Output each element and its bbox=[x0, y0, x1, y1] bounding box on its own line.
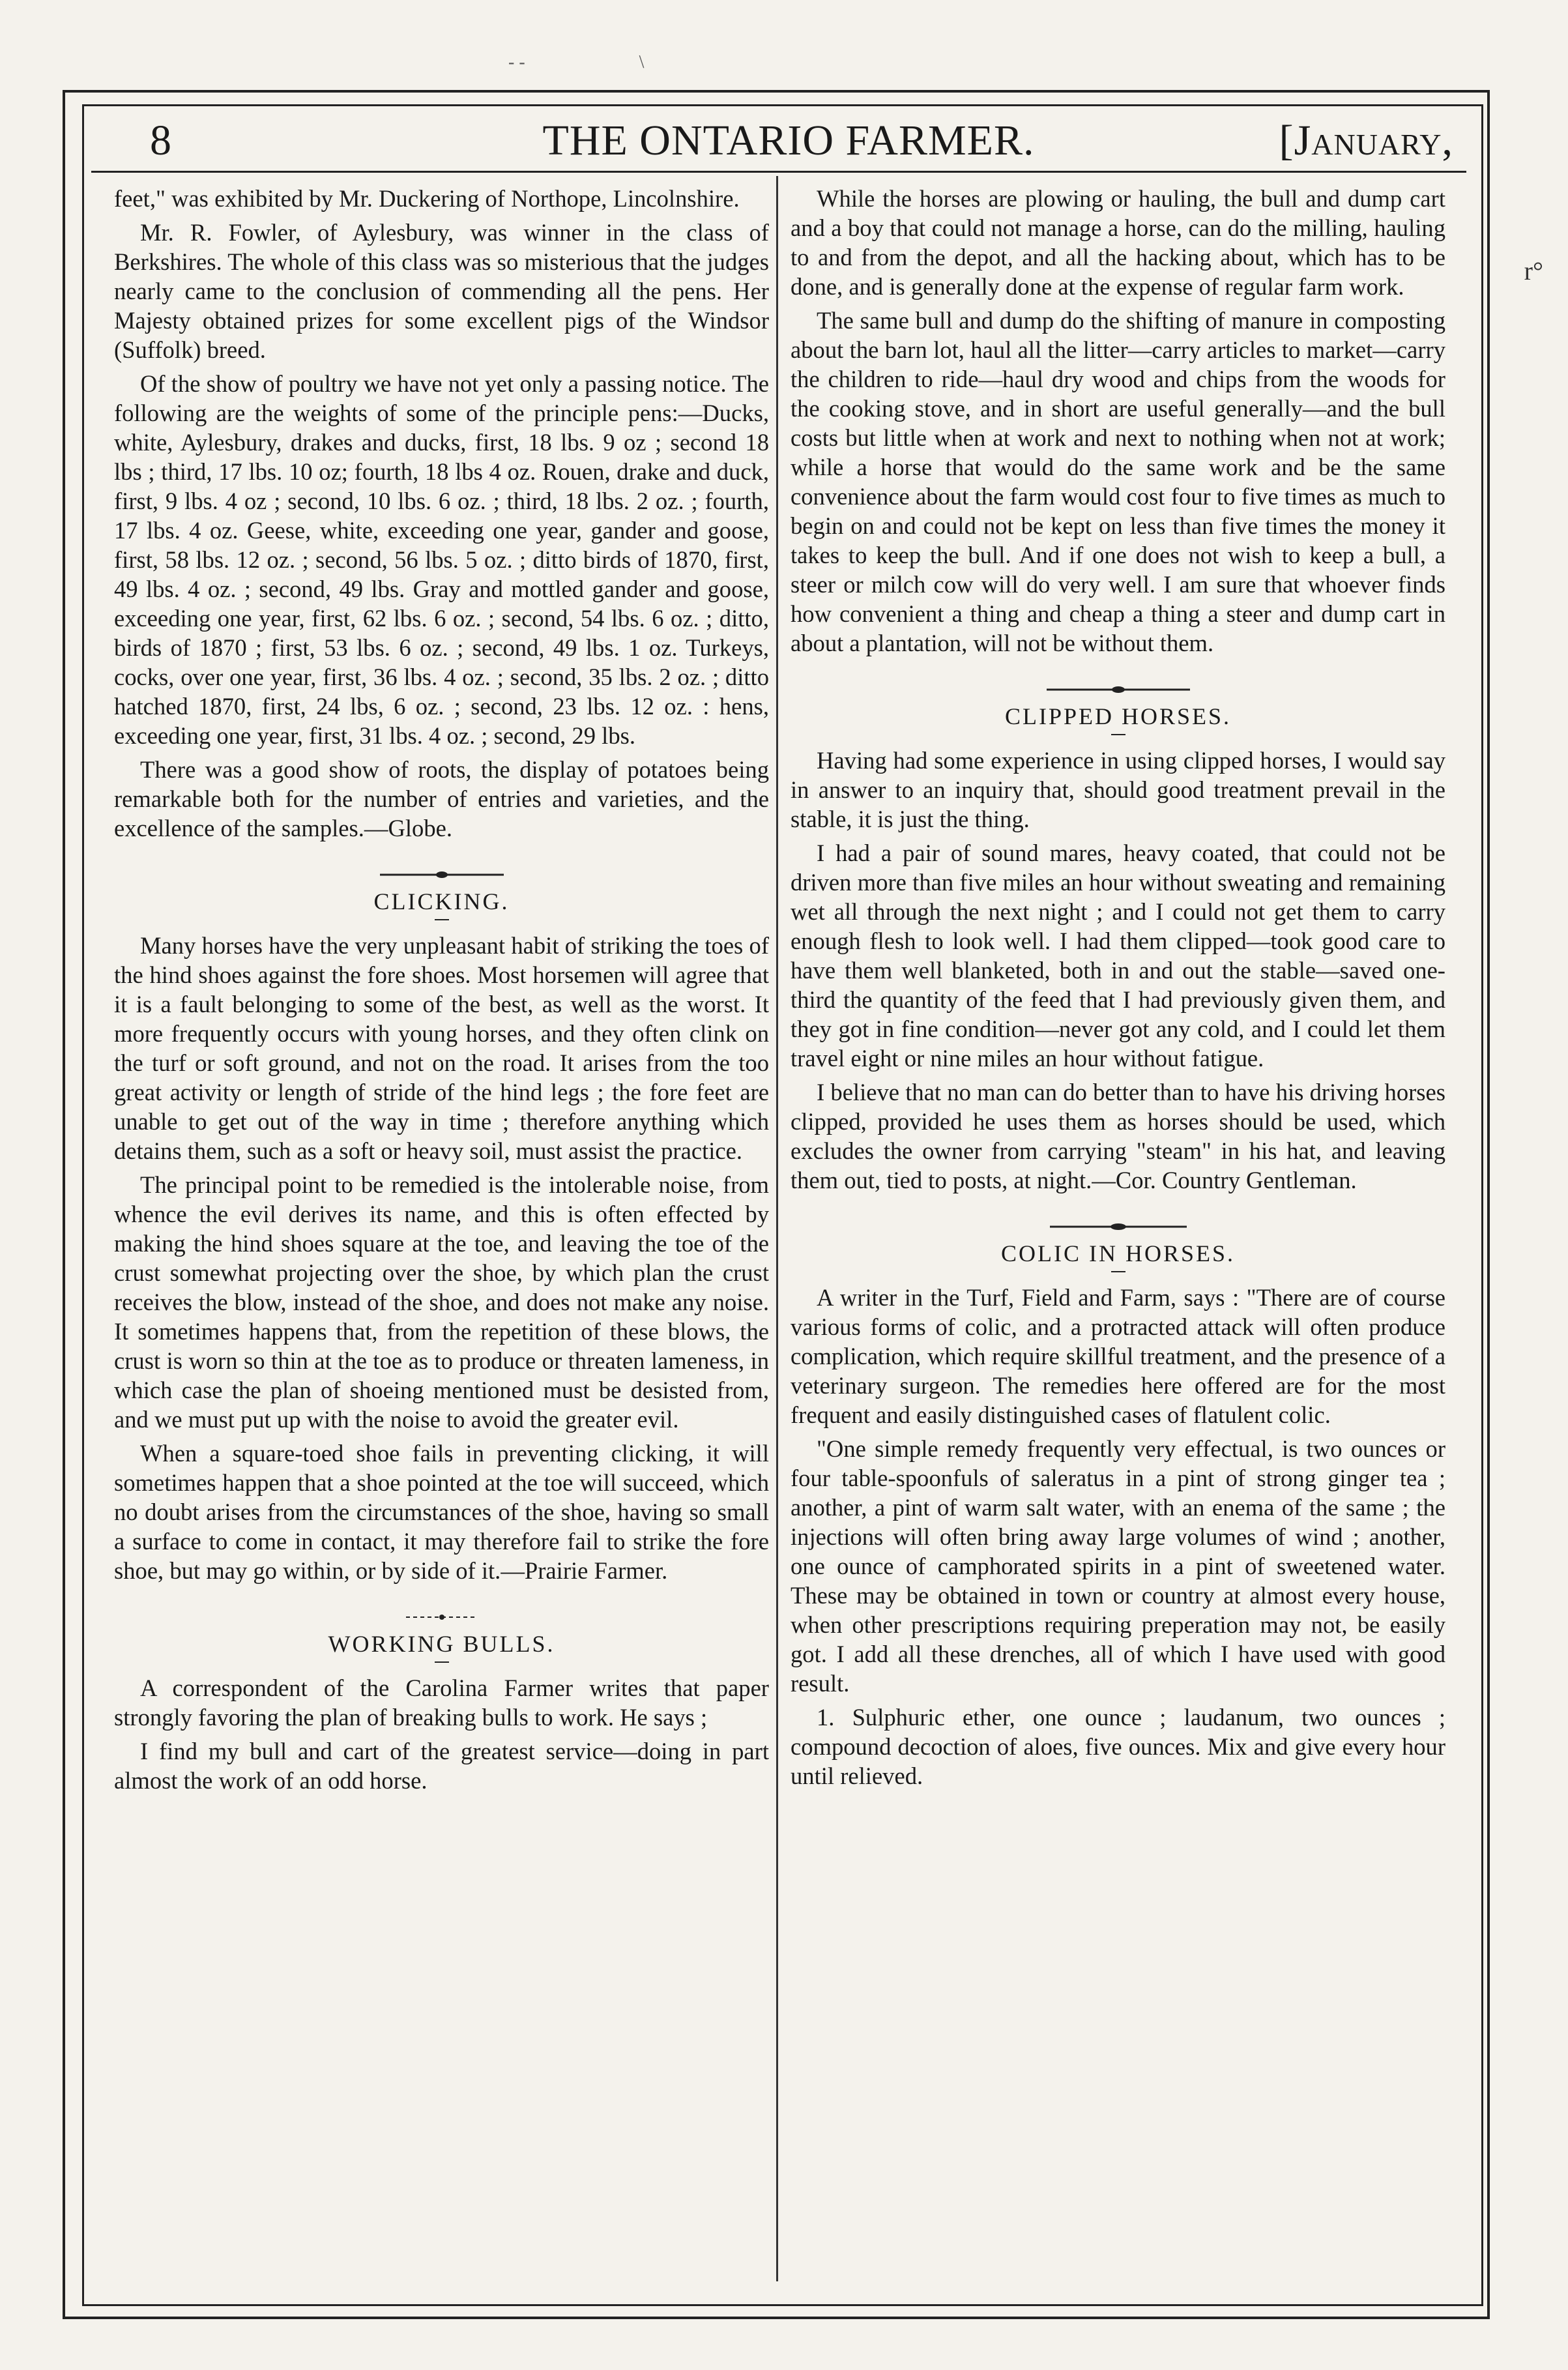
paragraph: I find my bull and cart of the greatest service—doing in part almost the work of an odd horse. bbox=[114, 1738, 769, 1794]
section-title-clicking: CLICKING. bbox=[373, 888, 510, 914]
section-divider bbox=[114, 1600, 769, 1613]
column-divider bbox=[776, 176, 778, 2281]
issue-month: [January, bbox=[1279, 117, 1453, 164]
paragraph: A correspondent of the Carolina Farmer writes that paper strongly favoring the plan of breaking bulls to work. He says ; bbox=[114, 1675, 769, 1731]
title-dash bbox=[1111, 1271, 1125, 1275]
left-column bbox=[114, 184, 769, 1800]
paragraph: When a square-toed shoe fails in preventing clicking, it will sometimes happen that a shoe pointed at the toe will succeed, which no doubt arises from the circumstances of the shoe, having so small a surface to come in contact, it may therefore fail to strike the fore shoe, but may go within, or by side of it.—Prairie Farmer. bbox=[114, 1440, 769, 1584]
title-dash bbox=[435, 919, 449, 923]
section-divider bbox=[114, 857, 769, 870]
paragraph: feet," was exhibited by Mr. Duckering of Northope, Lincolnshire. bbox=[114, 185, 740, 212]
paragraph: Many horses have the very unpleasant habit of striking the toes of the hind shoes against the fore shoes. Most horsemen will agree that it is a fault belonging to some of the best, as well as the worst. It more frequently occurs with young horses, and they often clink on the turf or soft ground, and not on the road. It arises from the too great activity or length of stride of the hind legs ; the fore feet are unable to get out of the way in time ; therefore anything which detains them, such as a soft or heavy soil, must assist the practice. bbox=[114, 932, 769, 1164]
right-column bbox=[791, 184, 1445, 1795]
header-rule bbox=[91, 171, 1466, 173]
margin-mark: r° bbox=[1524, 256, 1543, 285]
title-dash bbox=[1111, 734, 1125, 738]
paragraph: The same bull and dump do the shifting of manure in composting about the barn lot, haul all the litter—carry articles to market—carry the children to ride—haul dry wood and chips from the woods for the cooking stove, and in short are useful generally—and the bull costs but little when at work and next to nothing when not at work; while a horse that would do the same work and be the same convenience about the farm would cost four to five times as much to begin on and could not be kept on less than five times the money it takes to keep the bull. And if one does not wish to keep a bull, a steer or milch cow will do very well. I am sure that whoever finds how convenient a thing and cheap a thing a steer and dump cart in about a plantation, will not be without them. bbox=[791, 307, 1445, 656]
paragraph: A writer in the Turf, Field and Farm, says : "There are of course various forms of colic, and a protracted attack will often produce complication, which require skillful treatment, and the presence of a veterinary surgeon. The remedies here offered are for the most frequent and easily distinguished cases of flatulent colic. bbox=[791, 1284, 1445, 1428]
page-title: THE ONTARIO FARMER. bbox=[542, 117, 1035, 164]
paragraph: I had a pair of sound mares, heavy coated, that could not be driven more than five miles an hour without sweating and remaining wet all through the next night ; and I could not get them to carry enough flesh to look well. I had them clipped—took good care to have them well blanketed, both in and out the stable—saved one-third the quantity of the feed that I had previously given them, and they got in fine condition—never got any cold, and I could let them travel eight or nine miles an hour without fatigue. bbox=[791, 840, 1445, 1072]
page-header bbox=[111, 110, 1466, 169]
paragraph: Mr. R. Fowler, of Aylesbury, was winner in the class of Berkshires. The whole of this class was so misterious that the judges nearly came to the conclusion of commending all the pens. Her Majesty obtained prizes for some excellent pigs of the Windsor (Suffolk) breed. bbox=[114, 219, 769, 363]
title-dash bbox=[435, 1661, 449, 1665]
section-title-clipped-horses: CLIPPED HORSES. bbox=[1004, 703, 1232, 729]
scan-mark: - - \ bbox=[508, 52, 645, 72]
paragraph: 1. Sulphuric ether, one ounce ; laudanum, two ounces ; compound decoction of aloes, five ounces. Mix and give every hour until relieved. bbox=[791, 1704, 1445, 1789]
section-title-colic-in-horses: COLIC IN HORSES. bbox=[1000, 1240, 1236, 1266]
paragraph: Having had some experience in using clipped horses, I would say in answer to an inquiry that, should good treatment prevail in the stable, it is just the thing. bbox=[791, 747, 1445, 832]
section-title-working-bulls: WORKING BULLS. bbox=[328, 1631, 555, 1657]
paragraph: Of the show of poultry we have not yet only a passing notice. The following are the weights of some of the principle pens:—Ducks, white, Aylesbury, drakes and ducks, first, 18 lbs. 9 oz ; second 18 lbs ; third, 17 lbs. 10 oz; fourth, 18 lbs 4 oz. Rouen, drake and duck, first, 9 lbs. 4 oz ; second, 10 lbs. 6 oz. ; third, 18 lbs. 2 oz. ; fourth, 17 lbs. 4 oz. Geese, white, exceeding one year, gander and goose, first, 58 lbs. 12 oz. ; second, 56 lbs. 5 oz. ; ditto birds of 1870, first, 49 lbs. 4 oz. ; second, 49 lbs. Gray and mottled gander and goose, exceeding one year, first, 62 lbs. 6 oz. ; second, 54 lbs. 6 oz. ; ditto, birds of 1870 ; first, 53 lbs. 6 oz. ; second, 49 lbs. 1 oz. Turkeys, cocks, over one year, first, 36 lbs. 4 oz. ; second, 35 lbs. 2 oz. ; ditto hatched 1870, first, 24 lbs, 6 oz. ; second, 23 lbs. 12 oz. : hens, exceeding one year, first, 31 lbs. 4 oz. ; second, 29 lbs. bbox=[114, 370, 769, 749]
section-divider bbox=[791, 1209, 1445, 1222]
paragraph: There was a good show of roots, the display of potatoes being remarkable both for the number of entries and varieties, and the excellence of the samples.—Globe. bbox=[114, 756, 769, 841]
page-number: 8 bbox=[150, 117, 172, 164]
paragraph: While the horses are plowing or hauling, the bull and dump cart and a boy that could not manage a horse, can do the milling, hauling to and from the depot, and all the hacking about, which has to be done, and is generally done at the expense of regular farm work. bbox=[791, 185, 1445, 300]
section-divider bbox=[791, 672, 1445, 685]
paragraph: The principal point to be remedied is the intolerable noise, from whence the evil derives its name, and this is often effected by making the hind shoes square at the toe, and leaving the toe of the crust somewhat projecting over the shoe, by which plan the crust receives the blow, instead of the shoe, and does not make any noise. It sometimes happens that, from the repetition of these blows, the crust is worn so thin at the toe as to produce or threaten lameness, in which case the plan of shoeing mentioned must be desisted from, and we must put up with the noise to avoid the greater evil. bbox=[114, 1171, 769, 1433]
paragraph: I believe that no man can do better than to have his driving horses clipped, provided he uses them as horses should be used, which excludes the owner from carrying "steam" in his hat, and leaving them out, tied to posts, at night.—Cor. Country Gentleman. bbox=[791, 1079, 1445, 1193]
paragraph: "One simple remedy frequently very effectual, is two ounces or four table-spoonfuls of saleratus in a pint of strong ginger tea ; another, a pint of warm salt water, with an enema of the same ; the injections will often bring away large volumes of wind ; another, one ounce of camphorated spirits in a pint of sweetened water. These may be obtained in town or country at almost every house, when other prescriptions requiring preperation may not, be easily got. I add all these drenches, all of which I have used with good result. bbox=[791, 1435, 1445, 1697]
